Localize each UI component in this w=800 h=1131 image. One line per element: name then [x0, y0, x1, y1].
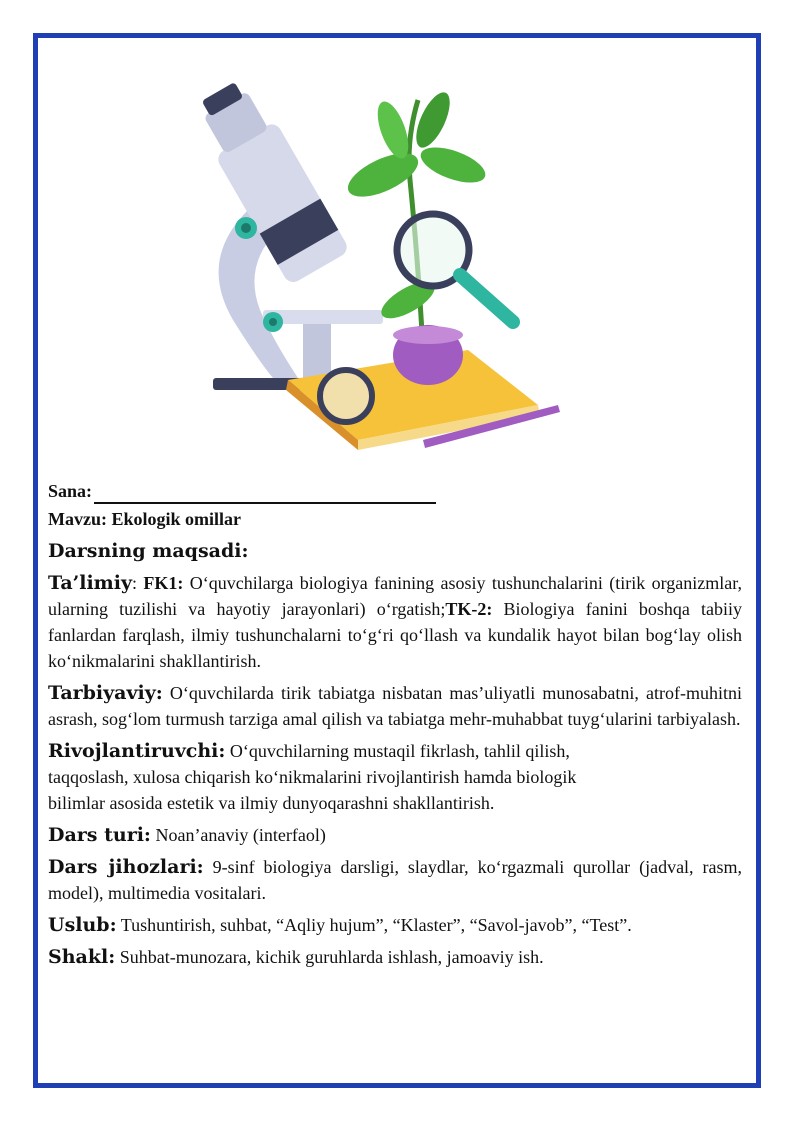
date-blank [94, 484, 436, 504]
upbringing-label: Tarbiyaviy: [48, 682, 163, 704]
tk2-label: TK-2: [445, 599, 493, 619]
magnifier-handle [460, 275, 513, 322]
developmental-line3: bilimlar asosida estetik va ilmiy dunyoqarashni shakllantirish. [48, 793, 495, 813]
date-label: Sana: [48, 481, 93, 501]
form-text: Suhbat-munozara, kichik guruhlarda ishlash, jamoaviy ish. [115, 947, 544, 967]
topic: Mavzu: Ekologik omillar [48, 509, 241, 529]
equipment-text: 9-sinf biologiya darsligi, slaydlar, ko‘rgazmali qurollar (jadval, rasm, model), multimedia vositalari. [48, 857, 742, 903]
form-label: Shakl: [48, 946, 116, 968]
educational-colon: : [132, 573, 144, 593]
date-line [48, 476, 742, 504]
lesson-type [48, 822, 742, 848]
lesson-type-label: Dars turi: [48, 824, 151, 846]
equipment-label: Dars jihozlari: [48, 856, 204, 878]
lesson-type-text: Noan’anaviy (interfaol) [150, 825, 326, 845]
developmental-line1: O‘quvchilarning mustaqil fikrlash, tahlil qilish, [225, 741, 570, 761]
magnifier-glass-small [320, 370, 372, 422]
lesson-plan-text [48, 476, 742, 970]
fk1-label: FK1: [143, 573, 184, 593]
method [48, 912, 742, 938]
method-label: Uslub: [48, 914, 117, 936]
developmental-line2: taqqoslash, xulosa chiqarish ko‘nikmalarini rivojlantirish hamda biologik [48, 767, 577, 787]
method-text: Tushuntirish, suhbat, “Aqliy hujum”, “Klaster”, “Savol-javob”, “Test”. [116, 915, 632, 935]
developmental-label: Rivojlantiruvchi: [48, 740, 226, 762]
educational-goal [48, 570, 742, 674]
tk2-text: Biologiya fanini boshqa tabiiy fanlardan farqlash, ilmiy tushunchalarni to‘g‘ri qo‘llash va kundalik hayot bilan bog‘lay olish ko‘nikmalarini shakllantirish. [48, 599, 742, 671]
lesson-equipment [48, 854, 742, 906]
form [48, 944, 742, 970]
microscope-plant-illustration [178, 60, 578, 450]
fk1-text: O‘quvchilarga biologiya fanining asosiy tushunchalarini (tirik organizmlar, ularning tuzilishi va hayotiy jarayonlari) o‘rgatish; [48, 573, 742, 619]
goals-heading: Darsning maqsadi: [48, 540, 249, 562]
upbringing-goal [48, 680, 742, 732]
upbringing-text: O‘quvchilarda tirik tabiatga nisbatan mas’uliyatli munosabatni, atrof-muhitni asrash, sog‘lom turmush tarziga amal qilish va tabiatga mehr-muhabbat tuyg‘ularini tarbiyalash. [48, 683, 742, 729]
developmental-goal [48, 738, 742, 816]
educational-label: Ta’limiy [48, 572, 133, 594]
